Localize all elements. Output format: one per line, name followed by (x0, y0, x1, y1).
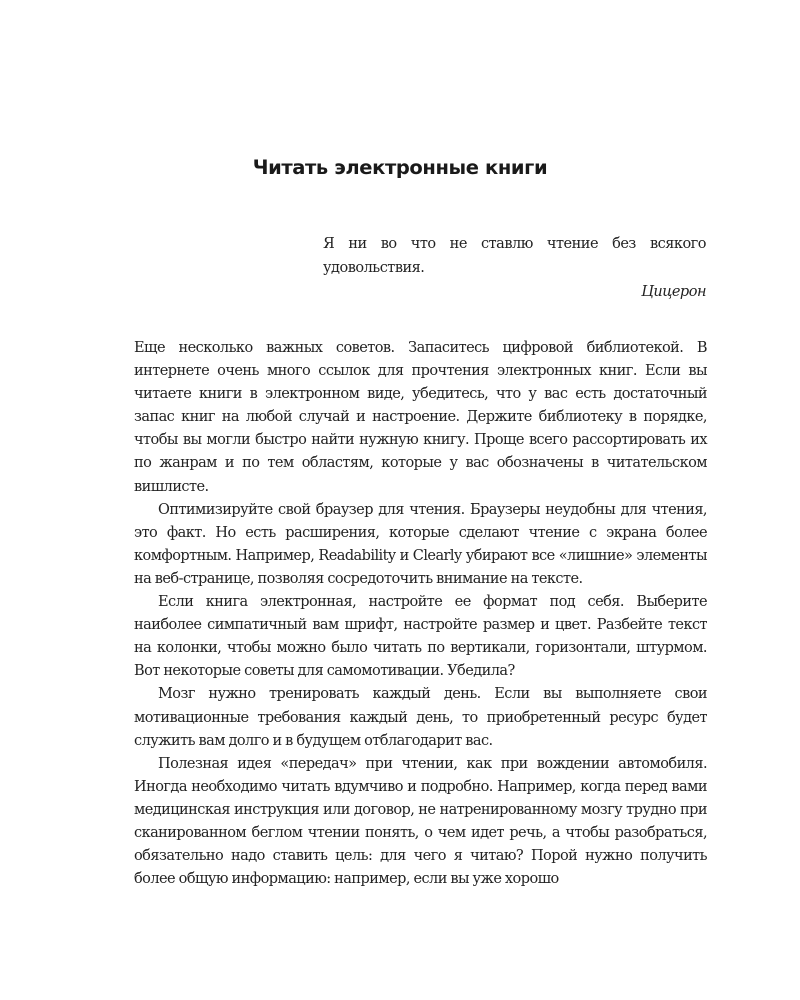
paragraph: Полезная идея «передач» при чтении, как при вождении автомобиля. Иногда необходимо читать вдумчиво и подробно. Например, когда перед вами медицинская инструкция или договор, не натренированному мозгу трудно при сканированном беглом чтении понять, о чем идет речь, а чтобы разобраться, обязательно надо ставить цель: для чего я читаю? Порой нужно получить более общую информацию: например, если вы уже хорошо (134, 755, 707, 888)
epigraph-author: Цицерон (641, 284, 706, 300)
paragraph: Еще несколько важных советов. Запаситесь цифровой библиотекой. В интернете очень много ссылок для прочтения электронных книг. Если вы читаете книги в электронном виде, убедитесь, что у вас есть достаточный запас книг на любой случай и настроение. Держите библиотеку в порядке, чтобы вы могли быстро найти нужную книгу. Проще всего рассортировать их по жанрам и по тем областям, которые у вас обозначены в читательском вишлисте. (134, 340, 707, 495)
paragraph: Если книга электронная, настройте ее формат под себя. Выберите наиболее симпатичный вам шрифт, настройте размер и цвет. Разбейте текст на колонки, чтобы можно было читать по вертикали, горизонтали, штурмом. Вот некоторые советы для самомотивации. Убедила? (134, 594, 707, 680)
paragraph: Мозг нужно тренировать каждый день. Если вы выполняете свои мотивационные требования каждый день, то приобретенный ресурс будет служить вам долго и в будущем отблагодарит вас. (134, 686, 707, 749)
body-text (134, 337, 707, 891)
epigraph-quote: Я ни во что не ставлю чтение без всякого удовольствия. (323, 236, 706, 276)
epigraph (323, 232, 706, 304)
paragraph: Оптимизируйте свой браузер для чтения. Браузеры неудобны для чтения, это факт. Но есть расширения, которые сделают чтение с экрана более комфортным. Например, Readability и Clearly убирают все «лишние» элементы на веб-странице, позволяя сосредоточить внимание на тексте. (134, 501, 707, 587)
chapter-title: Читать электронные книги (252, 156, 548, 179)
